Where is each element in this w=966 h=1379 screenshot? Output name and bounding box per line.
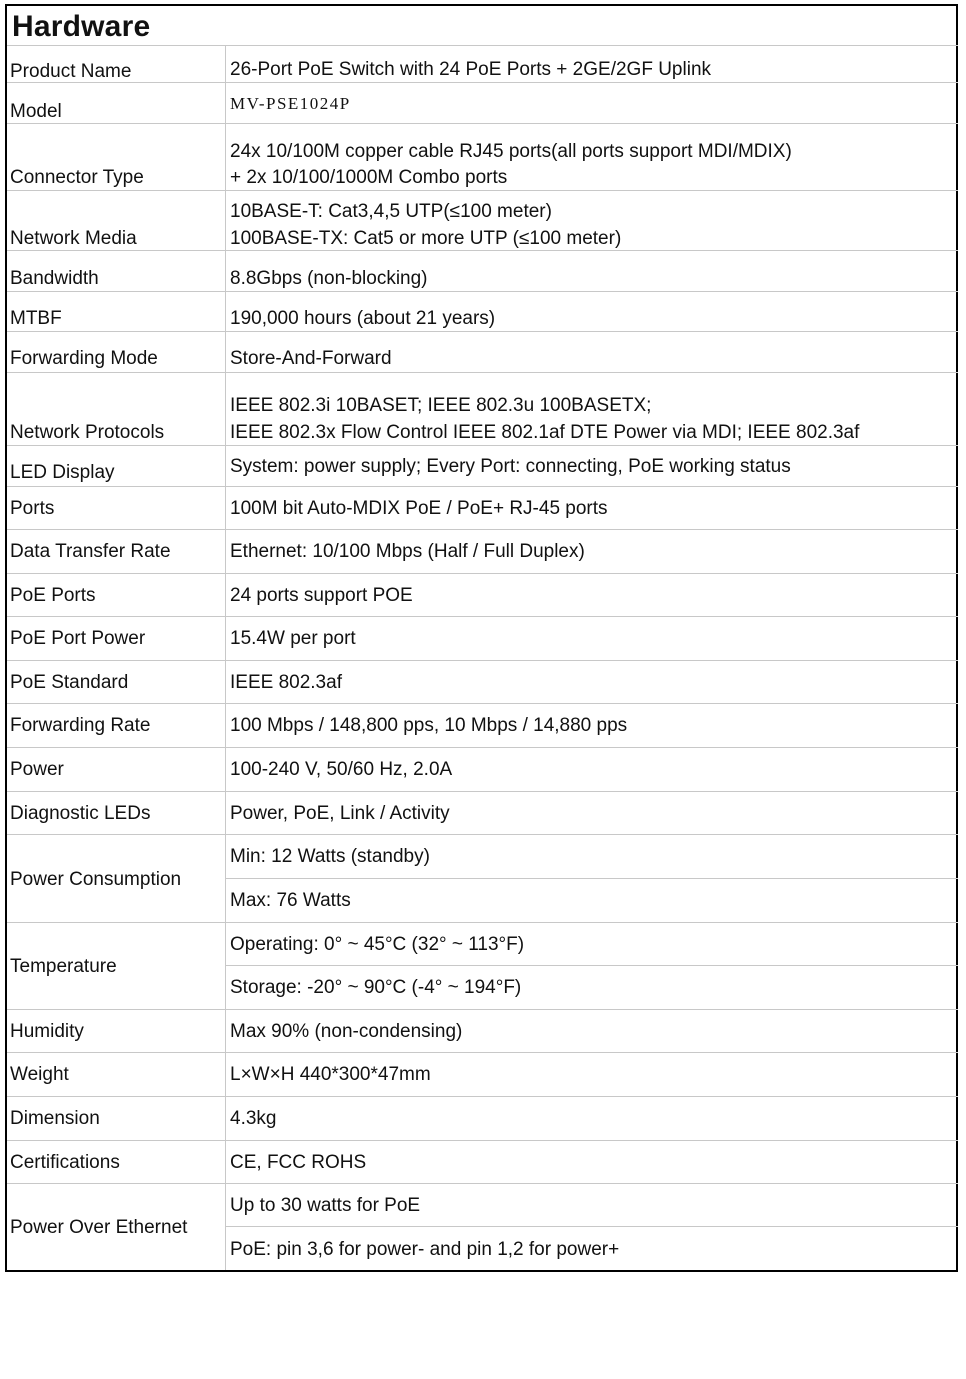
row-value-network-protocols-1: IEEE 802.3i 10BASET; IEEE 802.3u 100BASETX; bbox=[230, 395, 652, 416]
row-value-mtbf: 190,000 hours (about 21 years) bbox=[230, 308, 496, 329]
column-divider bbox=[225, 46, 226, 1270]
sub-row-divider bbox=[226, 878, 958, 879]
row-divider bbox=[7, 834, 958, 835]
row-divider bbox=[7, 791, 958, 792]
row-label-led-display: LED Display bbox=[10, 462, 115, 483]
row-value-humidity: Max 90% (non-condensing) bbox=[230, 1021, 463, 1042]
row-label-weight: Weight bbox=[10, 1064, 69, 1085]
row-divider bbox=[7, 1183, 958, 1184]
row-label-poe-standard: PoE Standard bbox=[10, 672, 129, 693]
row-value-led-display: System: power supply; Every Port: connecting, PoE working status bbox=[230, 456, 791, 477]
row-label-power-over-ethernet: Power Over Ethernet bbox=[10, 1217, 188, 1238]
row-value-network-protocols-2: IEEE 802.3x Flow Control IEEE 802.1af DTE Power via MDI; IEEE 802.3af bbox=[230, 422, 860, 443]
row-divider bbox=[7, 1096, 958, 1097]
row-divider bbox=[7, 445, 958, 446]
row-label-product-name: Product Name bbox=[10, 61, 132, 82]
row-label-certifications: Certifications bbox=[10, 1152, 120, 1173]
row-divider bbox=[7, 331, 958, 332]
row-label-data-transfer-rate: Data Transfer Rate bbox=[10, 541, 171, 562]
row-label-model: Model bbox=[10, 101, 62, 122]
row-value-network-media-1: 10BASE-T: Cat3,4,5 UTP(≤100 meter) bbox=[230, 201, 552, 222]
spec-table bbox=[5, 4, 958, 1272]
row-value-power-over-ethernet-2: PoE: pin 3,6 for power- and pin 1,2 for power+ bbox=[230, 1239, 620, 1260]
row-label-dimension: Dimension bbox=[10, 1108, 100, 1129]
row-value-dimension: 4.3kg bbox=[230, 1108, 277, 1129]
row-label-poe-port-power: PoE Port Power bbox=[10, 628, 146, 649]
row-divider bbox=[7, 486, 958, 487]
row-label-network-media: Network Media bbox=[10, 228, 137, 249]
row-label-temperature: Temperature bbox=[10, 956, 117, 977]
row-divider bbox=[7, 703, 958, 704]
row-value-poe-ports: 24 ports support POE bbox=[230, 585, 413, 606]
row-label-power: Power bbox=[10, 759, 64, 780]
row-divider bbox=[7, 922, 958, 923]
row-divider bbox=[7, 1009, 958, 1010]
row-value-bandwidth: 8.8Gbps (non-blocking) bbox=[230, 268, 428, 289]
row-divider bbox=[7, 250, 958, 251]
row-label-diagnostic-leds: Diagnostic LEDs bbox=[10, 803, 151, 824]
row-value-power-consumption-2: Max: 76 Watts bbox=[230, 890, 351, 911]
row-value-ports: 100M bit Auto-MDIX PoE / PoE+ RJ-45 ports bbox=[230, 498, 608, 519]
row-value-connector-type-2: + 2x 10/100/1000M Combo ports bbox=[230, 167, 508, 188]
row-divider bbox=[7, 190, 958, 191]
row-label-forwarding-mode: Forwarding Mode bbox=[10, 348, 158, 369]
row-divider bbox=[7, 660, 958, 661]
row-divider bbox=[7, 372, 958, 373]
row-label-power-consumption: Power Consumption bbox=[10, 869, 182, 890]
row-value-forwarding-mode: Store-And-Forward bbox=[230, 348, 392, 369]
row-divider bbox=[7, 123, 958, 124]
row-label-humidity: Humidity bbox=[10, 1021, 84, 1042]
row-value-forwarding-rate: 100 Mbps / 148,800 pps, 10 Mbps / 14,880 pps bbox=[230, 715, 628, 736]
row-value-network-media-2: 100BASE-TX: Cat5 or more UTP (≤100 meter) bbox=[230, 228, 622, 249]
row-divider bbox=[7, 616, 958, 617]
row-label-ports: Ports bbox=[10, 498, 55, 519]
row-divider bbox=[7, 747, 958, 748]
sub-row-divider bbox=[226, 1226, 958, 1227]
row-value-product-name: 26-Port PoE Switch with 24 PoE Ports + 2GE/2GF Uplink bbox=[230, 59, 712, 80]
row-value-certifications: CE, FCC ROHS bbox=[230, 1152, 367, 1173]
row-label-mtbf: MTBF bbox=[10, 308, 62, 329]
table-title: Hardware bbox=[12, 10, 151, 43]
row-divider bbox=[7, 82, 958, 83]
sub-row-divider bbox=[226, 965, 958, 966]
row-value-poe-port-power: 15.4W per port bbox=[230, 628, 356, 649]
row-value-poe-standard: IEEE 802.3af bbox=[230, 672, 342, 693]
row-value-temperature-1: Operating: 0° ~ 45°C (32° ~ 113°F) bbox=[230, 934, 525, 955]
row-value-diagnostic-leds: Power, PoE, Link / Activity bbox=[230, 803, 450, 824]
row-value-connector-type-1: 24x 10/100M copper cable RJ45 ports(all ports support MDI/MDIX) bbox=[230, 141, 792, 162]
row-divider bbox=[7, 573, 958, 574]
row-value-power: 100-240 V, 50/60 Hz, 2.0A bbox=[230, 759, 453, 780]
row-value-data-transfer-rate: Ethernet: 10/100 Mbps (Half / Full Duplex) bbox=[230, 541, 585, 562]
row-value-power-consumption-1: Min: 12 Watts (standby) bbox=[230, 846, 430, 867]
row-label-connector-type: Connector Type bbox=[10, 167, 144, 188]
row-value-temperature-2: Storage: -20° ~ 90°C (-4° ~ 194°F) bbox=[230, 977, 522, 998]
row-divider bbox=[7, 291, 958, 292]
row-value-model: MV-PSE1024P bbox=[230, 94, 351, 113]
row-value-weight: L×W×H 440*300*47mm bbox=[230, 1064, 431, 1085]
row-label-bandwidth: Bandwidth bbox=[10, 268, 99, 289]
row-divider bbox=[7, 1140, 958, 1141]
row-divider bbox=[7, 529, 958, 530]
row-divider bbox=[7, 1052, 958, 1053]
row-label-forwarding-rate: Forwarding Rate bbox=[10, 715, 151, 736]
title-row bbox=[7, 6, 958, 46]
row-label-network-protocols: Network Protocols bbox=[10, 422, 165, 443]
row-label-poe-ports: PoE Ports bbox=[10, 585, 96, 606]
row-value-power-over-ethernet-1: Up to 30 watts for PoE bbox=[230, 1195, 421, 1216]
